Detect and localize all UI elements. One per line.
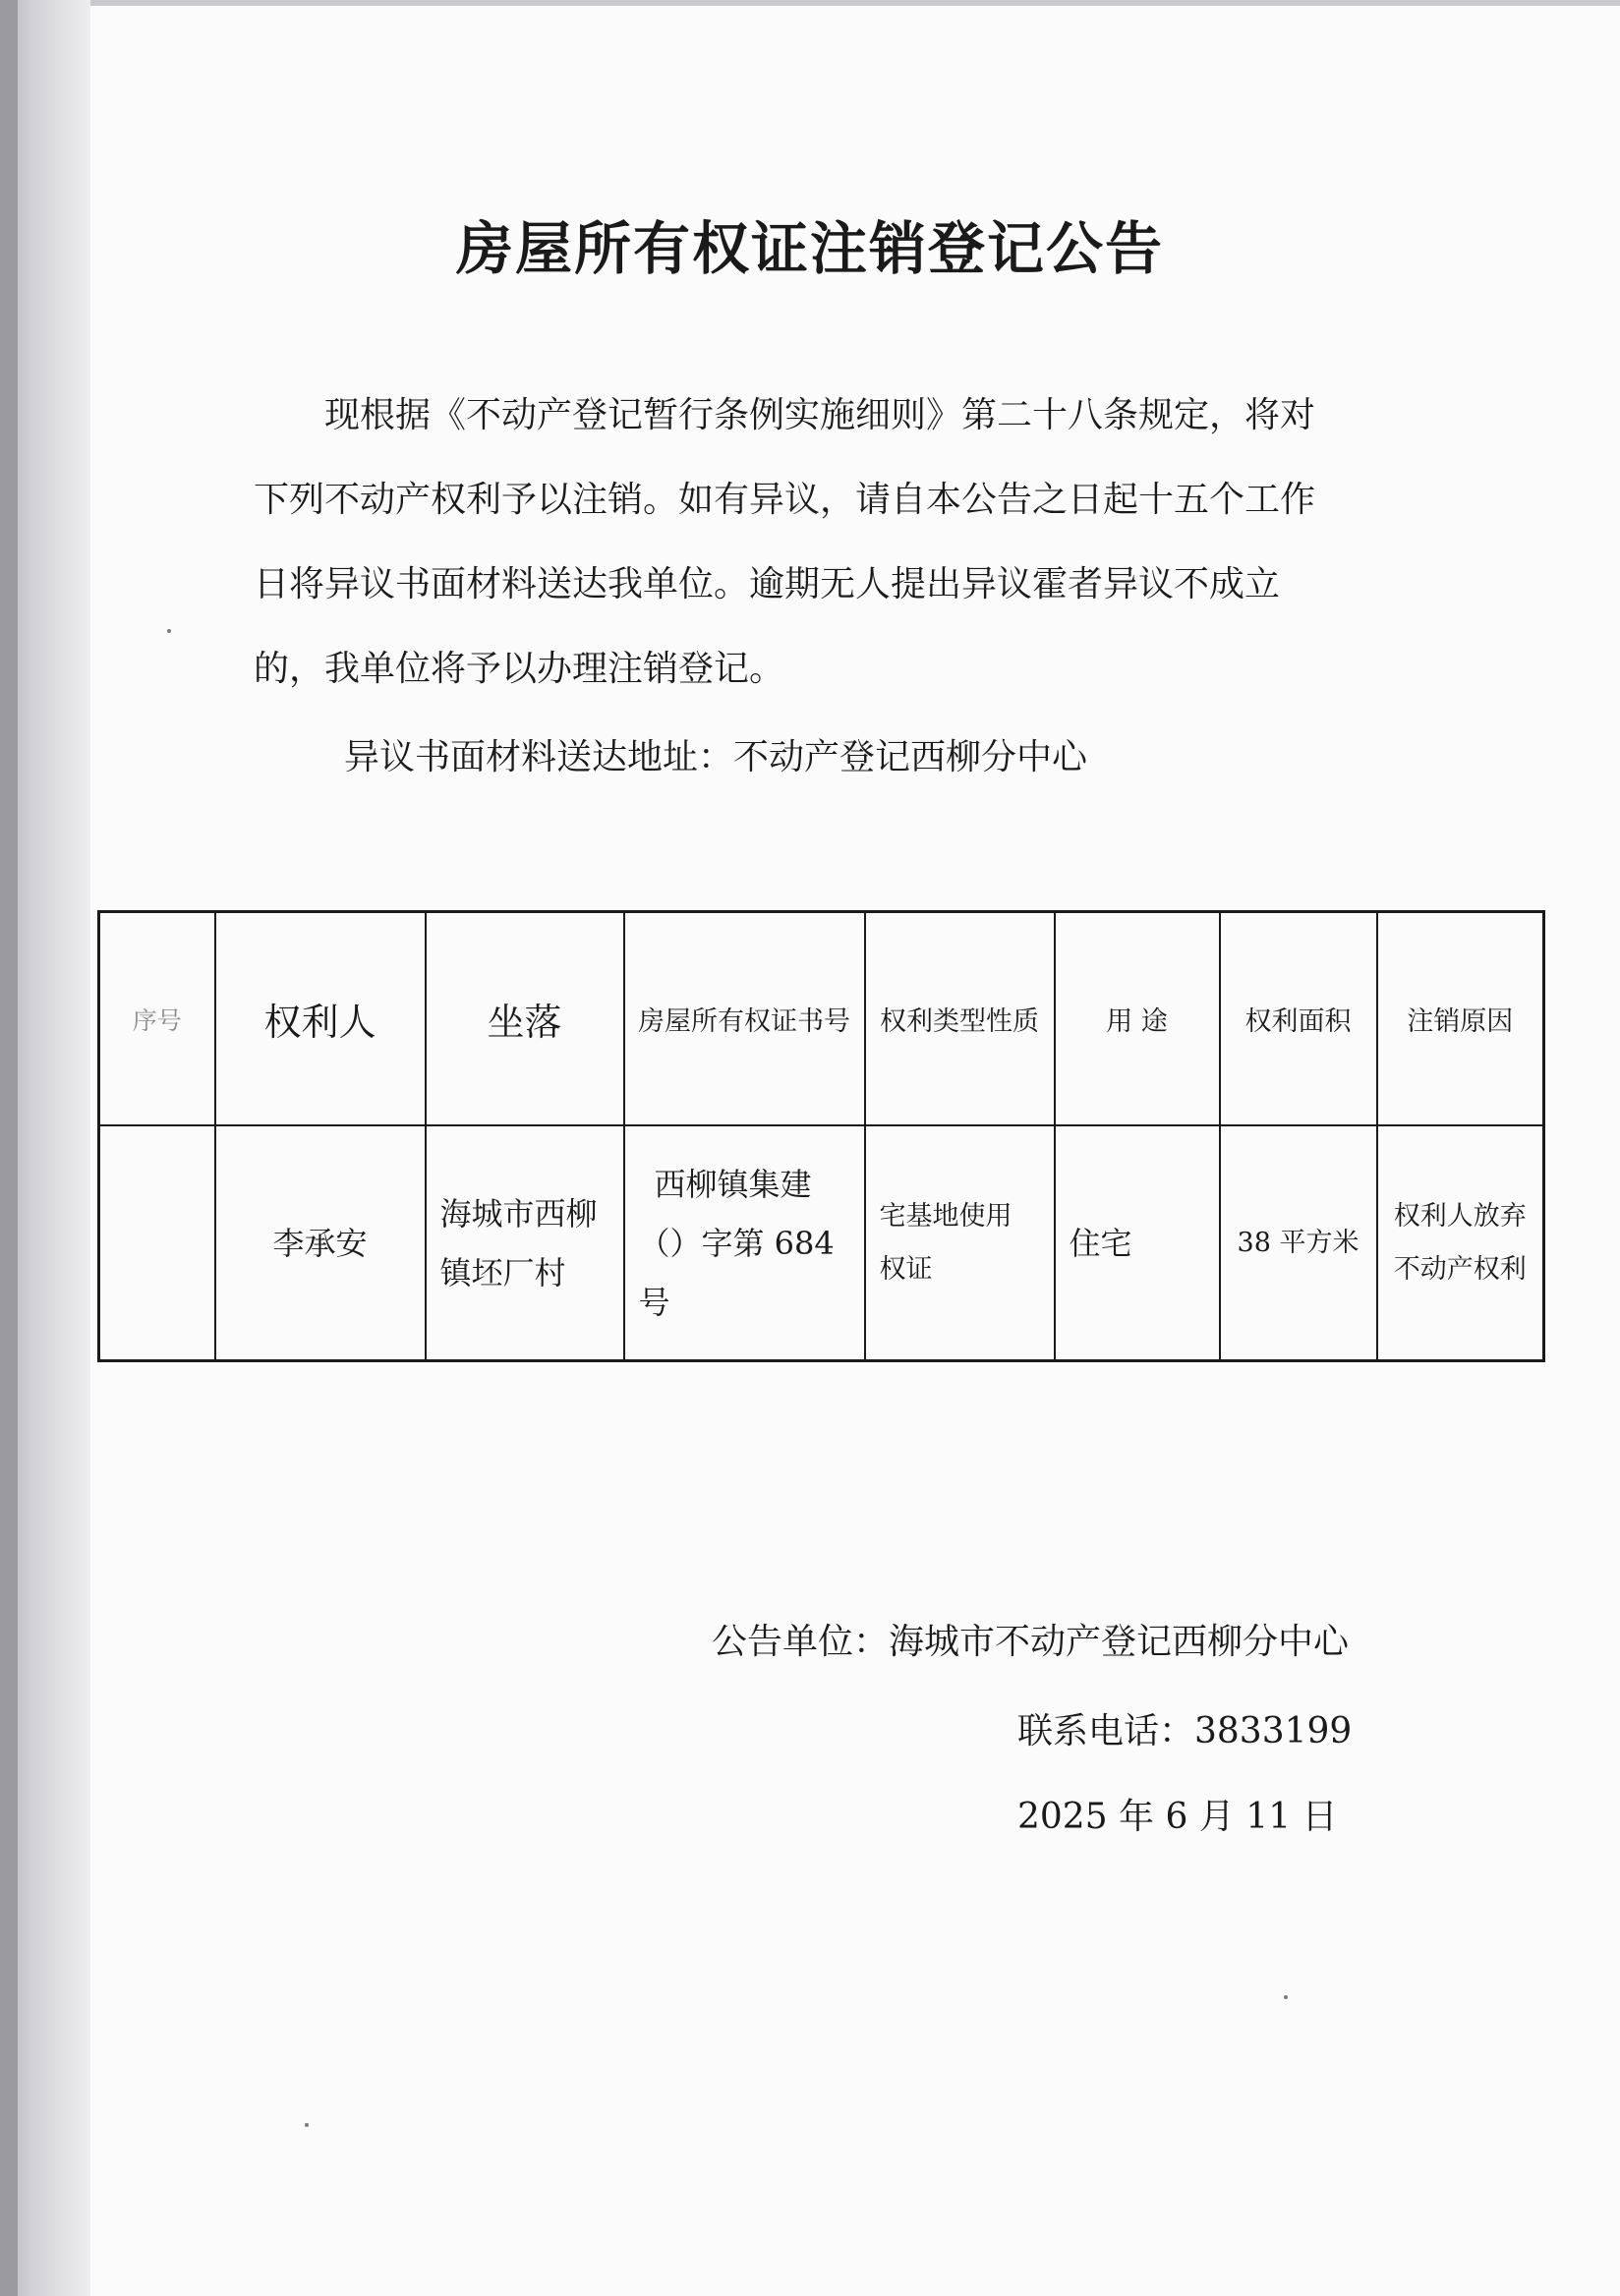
header-location: 坐落 [426,912,624,1126]
scan-top-edge [90,0,1620,6]
cell-reason-line-2: 不动产权利 [1393,1253,1527,1285]
header-reason: 注销原因 [1377,912,1544,1126]
body-line-4: 的，我单位将予以办理注销登记。 [254,649,785,689]
header-owner: 权利人 [215,912,426,1126]
header-cert-number: 房屋所有权证书号 [624,912,865,1126]
cell-right-type-line-2: 权证 [879,1253,933,1285]
header-seq: 序号 [99,912,215,1126]
header-usage: 用 途 [1055,912,1220,1126]
cell-right-type [865,1125,1055,1361]
cancellation-table [97,910,1545,1362]
cell-cert-number [624,1125,865,1361]
address-line: 异议书面材料送达地址：不动产登记西柳分中心 [344,737,1088,777]
phone-line: 联系电话：3833199 [1017,1711,1353,1751]
cell-cert-line-2: （）字第 684 [638,1224,835,1262]
header-right-type: 权利类型性质 [865,912,1055,1126]
cell-seq [99,1125,215,1361]
table-header-row [99,912,1544,1126]
body-line-1: 现根据《不动产登记暂行条例实施细则》第二十八条规定，将对 [324,395,1316,435]
cell-reason-line-1: 权利人放弃 [1393,1200,1527,1232]
body-line-3: 日将异议书面材料送达我单位。逾期无人提出异议霍者异议不成立 [254,564,1281,604]
scan-left-shadow [0,0,18,2296]
cell-location [426,1125,624,1361]
scan-speck [305,2123,309,2127]
date-line: 2025 年 6 月 11 日 [1017,1797,1338,1837]
cell-owner: 李承安 [215,1125,426,1361]
header-area: 权利面积 [1220,912,1377,1126]
cell-location-line-2: 镇坯厂村 [439,1253,566,1292]
cell-right-type-line-1: 宅基地使用 [879,1200,1012,1232]
cell-cert-line-1: 西柳镇集建 [654,1165,812,1203]
cell-location-line-1: 海城市西柳 [439,1194,598,1233]
scan-speck [167,629,171,633]
document-title: 房屋所有权证注销登记公告 [455,215,1164,282]
cell-cert-line-3: 号 [638,1283,670,1321]
body-line-2: 下列不动产权利予以注销。如有异议，请自本公告之日起十五个工作 [254,480,1316,520]
table-row [99,1125,1544,1361]
cell-reason [1377,1125,1544,1361]
cell-usage: 住宅 [1055,1125,1220,1361]
cell-area: 38 平方米 [1220,1125,1377,1361]
publisher-line: 公告单位：海城市不动产登记西柳分中心 [712,1622,1350,1662]
scan-speck [1284,1995,1288,1999]
